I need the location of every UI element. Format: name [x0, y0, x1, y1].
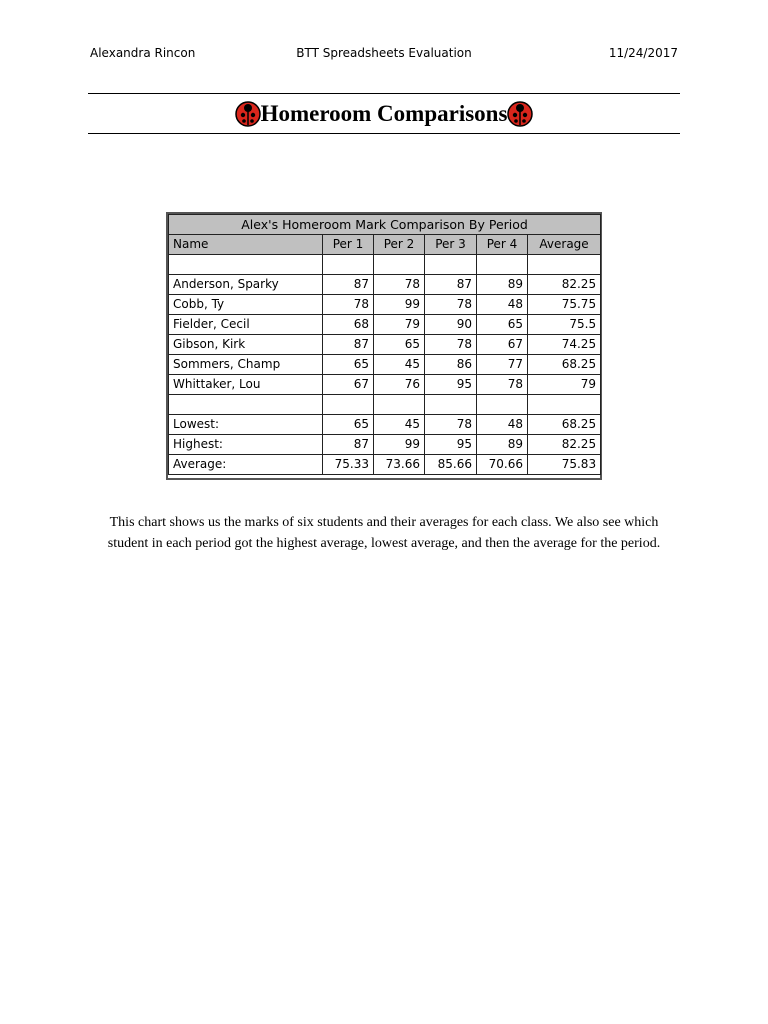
mark-cell: 89: [477, 275, 528, 295]
column-header: Name: [169, 235, 323, 255]
summary-value-cell: 99: [374, 435, 425, 455]
empty-cell: [425, 255, 477, 275]
empty-cell: [528, 395, 601, 415]
header-date: 11/24/2017: [608, 46, 678, 60]
mark-cell: 68.25: [528, 355, 601, 375]
empty-cell: [374, 395, 425, 415]
blank-row: [169, 255, 601, 275]
summary-label-cell: Highest:: [169, 435, 323, 455]
table-row: [169, 295, 601, 315]
table-row: [169, 355, 601, 375]
summary-value-cell: 75.33: [323, 455, 374, 475]
mark-cell: 78: [425, 295, 477, 315]
empty-cell: [323, 395, 374, 415]
mark-cell: 75.5: [528, 315, 601, 335]
summary-value-cell: 48: [477, 415, 528, 435]
summary-label-cell: Lowest:: [169, 415, 323, 435]
summary-value-cell: 73.66: [374, 455, 425, 475]
summary-value-cell: 89: [477, 435, 528, 455]
mark-cell: 99: [374, 295, 425, 315]
summary-value-cell: 85.66: [425, 455, 477, 475]
table-row: [169, 375, 601, 395]
summary-label-cell: Average:: [169, 455, 323, 475]
student-name-cell: Fielder, Cecil: [169, 315, 323, 335]
mark-cell: 76: [374, 375, 425, 395]
mark-cell: 68: [323, 315, 374, 335]
summary-row: [169, 435, 601, 455]
description-paragraph: This chart shows us the marks of six students and their averages for each class. We also see which student in each period got the highest average, lowest average, and then the average for the period.: [107, 515, 661, 551]
student-name-cell: Anderson, Sparky: [169, 275, 323, 295]
course-title: BTT Spreadsheets Evaluation: [296, 46, 472, 60]
summary-row: [169, 455, 601, 475]
empty-cell: [528, 255, 601, 275]
table-caption-row: [169, 215, 601, 235]
column-header: Per 2: [374, 235, 425, 255]
mark-cell: 48: [477, 295, 528, 315]
mark-cell: 67: [323, 375, 374, 395]
table-row: [169, 275, 601, 295]
title-text: Homeroom Comparisons: [260, 101, 508, 126]
table-row: [169, 315, 601, 335]
mark-cell: 86: [425, 355, 477, 375]
mark-cell: 87: [323, 335, 374, 355]
author-name: Alexandra Rincon: [90, 46, 196, 60]
mark-cell: 67: [477, 335, 528, 355]
summary-value-cell: 45: [374, 415, 425, 435]
empty-cell: [374, 255, 425, 275]
mark-cell: 65: [477, 315, 528, 335]
summary-value-cell: 95: [425, 435, 477, 455]
table-header-row: [169, 235, 601, 255]
empty-cell: [477, 255, 528, 275]
summary-row: [169, 415, 601, 435]
mark-cell: 74.25: [528, 335, 601, 355]
page-header: [90, 46, 678, 64]
empty-cell: [425, 395, 477, 415]
mark-cell: 87: [323, 275, 374, 295]
table-row: [169, 335, 601, 355]
mark-cell: 78: [374, 275, 425, 295]
mark-cell: 82.25: [528, 275, 601, 295]
mark-cell: 45: [374, 355, 425, 375]
mark-cell: 95: [425, 375, 477, 395]
title-bottom-rule: [88, 133, 680, 134]
summary-value-cell: 68.25: [528, 415, 601, 435]
mark-cell: 77: [477, 355, 528, 375]
column-header: Per 4: [477, 235, 528, 255]
column-header: Per 3: [425, 235, 477, 255]
title-top-rule: [88, 93, 680, 94]
empty-cell: [477, 395, 528, 415]
mark-cell: 65: [374, 335, 425, 355]
mark-cell: 79: [374, 315, 425, 335]
mark-cell: 78: [425, 335, 477, 355]
mark-cell: 75.75: [528, 295, 601, 315]
table-caption: Alex's Homeroom Mark Comparison By Period: [169, 215, 601, 235]
summary-value-cell: 70.66: [477, 455, 528, 475]
mark-cell: 87: [425, 275, 477, 295]
mark-cell: 78: [477, 375, 528, 395]
student-name-cell: Cobb, Ty: [169, 295, 323, 315]
ladybug-logo-icon: [507, 101, 533, 127]
summary-value-cell: 65: [323, 415, 374, 435]
empty-cell: [169, 255, 323, 275]
empty-cell: [323, 255, 374, 275]
mark-comparison-table: [166, 212, 602, 480]
ladybug-logo-icon: [235, 101, 261, 127]
summary-value-cell: 87: [323, 435, 374, 455]
blank-row: [169, 395, 601, 415]
column-header: Per 1: [323, 235, 374, 255]
student-name-cell: Sommers, Champ: [169, 355, 323, 375]
summary-value-cell: 78: [425, 415, 477, 435]
summary-value-cell: 75.83: [528, 455, 601, 475]
mark-cell: 65: [323, 355, 374, 375]
empty-cell: [169, 395, 323, 415]
student-name-cell: Gibson, Kirk: [169, 335, 323, 355]
student-name-cell: Whittaker, Lou: [169, 375, 323, 395]
page-title: [88, 96, 680, 132]
column-header: Average: [528, 235, 601, 255]
summary-value-cell: 82.25: [528, 435, 601, 455]
mark-cell: 90: [425, 315, 477, 335]
mark-cell: 78: [323, 295, 374, 315]
mark-cell: 79: [528, 375, 601, 395]
